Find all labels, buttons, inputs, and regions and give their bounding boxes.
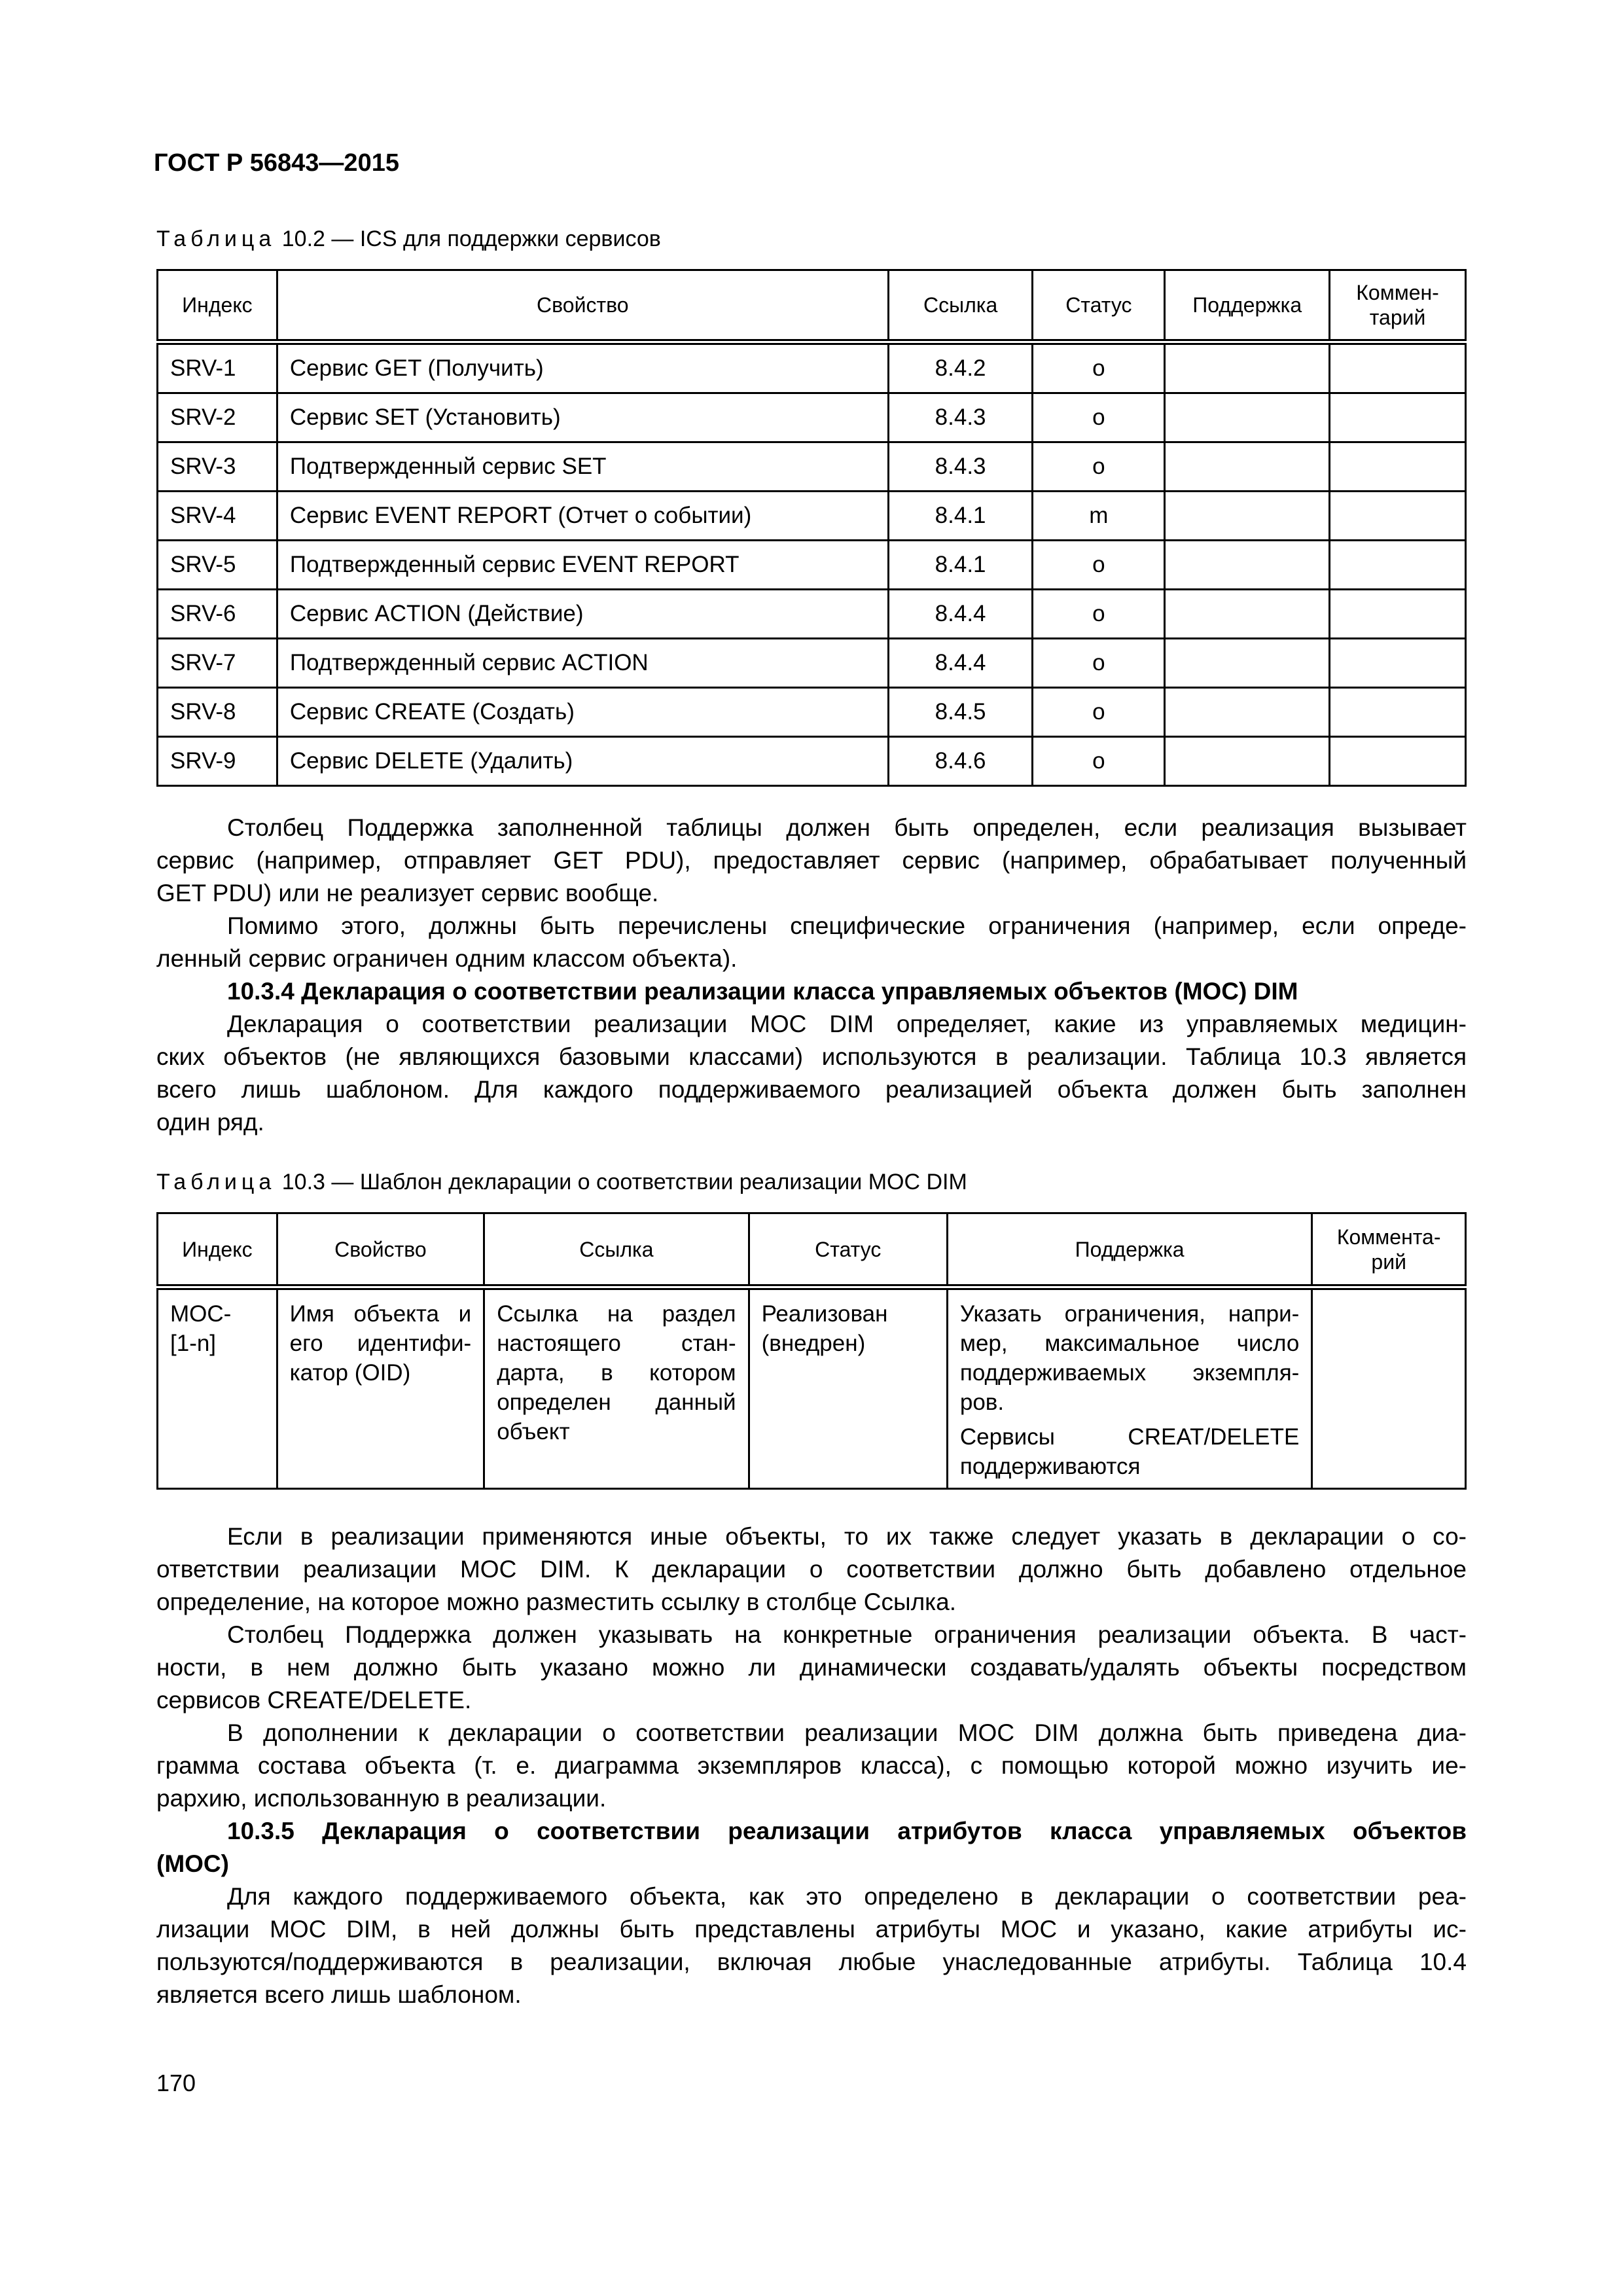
table-row [158, 688, 1466, 737]
cell-line: поддерживаются [959, 1454, 1141, 1479]
column-header [888, 270, 1033, 342]
table-row [158, 442, 1466, 492]
table-row [158, 393, 1466, 442]
table-row [158, 541, 1466, 590]
ics-services-table [156, 269, 1467, 787]
paragraph-line: Столбец Поддержка должен указывать на конкретные ограничения реализации объекта. В част- [227, 1621, 1467, 1648]
table-row [158, 737, 1466, 786]
table-cell [1165, 737, 1330, 786]
caption-text: 10.2 — ICS для поддержки сервисов [276, 226, 661, 251]
paragraph-line: ленный сервис ограничен одним классом объекта). [156, 945, 738, 972]
cell-line: Реализован [761, 1301, 888, 1327]
paragraph-line: является всего лишь шаблоном. [156, 1981, 522, 2008]
column-header-label: Статус [1065, 293, 1132, 317]
cell-paragraph [497, 1299, 736, 1446]
cell-line: MOC- [170, 1301, 232, 1327]
cell-line: Имя объекта и [289, 1301, 472, 1327]
table-cell: o [1033, 342, 1165, 393]
cell-line: дарта, в котором [497, 1360, 736, 1386]
table-row [158, 342, 1466, 393]
cell-paragraph [290, 1299, 472, 1388]
paragraph [156, 1717, 1467, 1815]
table-cell: Сервис DELETE (Удалить) [277, 737, 888, 786]
paragraph-line: лизации MOC DIM, в ней должны быть представлены атрибуты MOC и указано, какие атрибуты ис- [156, 1916, 1467, 1943]
table-cell [1165, 541, 1330, 590]
column-header-label: Поддержка [1075, 1237, 1185, 1261]
table-cell: Сервис EVENT REPORT (Отчет о событии) [277, 492, 888, 541]
table-cell: o [1033, 639, 1165, 688]
paragraph [156, 1008, 1467, 1139]
column-header-label: Свойство [334, 1237, 427, 1261]
column-header-label: Статус [815, 1237, 882, 1261]
paragraph-line: сервисов CREATE/DELETE. [156, 1687, 472, 1713]
table-cell [1165, 342, 1330, 393]
table-cell: 8.4.6 [888, 737, 1033, 786]
table-cell: o [1033, 737, 1165, 786]
cell-line: [1-n] [170, 1331, 217, 1356]
paragraph-line: (MOC) [156, 1850, 229, 1877]
cell-line: поддерживаемых экземпля- [959, 1360, 1300, 1386]
table-10-3-caption [156, 1170, 967, 1195]
table-cell [749, 1287, 947, 1489]
cell-line: объект [497, 1419, 570, 1444]
column-header [947, 1213, 1311, 1287]
table-cell [1165, 590, 1330, 639]
paragraph-line: рархию, использованную в реализации. [156, 1785, 607, 1812]
cell-line: определен данный [497, 1390, 736, 1415]
cell-paragraph [960, 1422, 1299, 1481]
table-cell: SRV-5 [158, 541, 277, 590]
table-cell: Подтвержденный сервис EVENT REPORT [277, 541, 888, 590]
column-header-label: Индекс [182, 1237, 253, 1261]
text-block-2 [156, 1520, 1467, 2011]
table-cell [1330, 737, 1466, 786]
page-number: 170 [156, 2070, 196, 2096]
paragraph [156, 910, 1467, 975]
table-row [158, 590, 1466, 639]
column-header-label: Ссылка [579, 1237, 654, 1261]
table-row [158, 1287, 1466, 1489]
paragraph-line: В дополнении к декларации о соответствии реализации MOC DIM должна быть приведена диа- [227, 1719, 1467, 1746]
table-cell: 8.4.3 [888, 442, 1033, 492]
table-cell [158, 1287, 277, 1489]
table-cell: Подтвержденный сервис ACTION [277, 639, 888, 688]
table-cell: Сервис GET (Получить) [277, 342, 888, 393]
table-cell: 8.4.5 [888, 688, 1033, 737]
table-cell [1330, 590, 1466, 639]
table-cell [1330, 393, 1466, 442]
table-cell [484, 1287, 749, 1489]
column-header [1033, 270, 1165, 342]
table-cell: 8.4.3 [888, 393, 1033, 442]
table-cell: Сервис SET (Установить) [277, 393, 888, 442]
table-cell: o [1033, 688, 1165, 737]
table-10-2-caption [156, 226, 661, 252]
table-cell: 8.4.1 [888, 541, 1033, 590]
table-cell: 8.4.1 [888, 492, 1033, 541]
table-cell [1165, 639, 1330, 688]
caption-text: 10.3 — Шаблон декларации о соответствии реализации MOC DIM [276, 1170, 967, 1194]
paragraph-line: грамма состава объекта (т. е. диаграмма экземпляров класса), с помощью которой можно изучить ие- [156, 1752, 1467, 1779]
table-cell [1330, 492, 1466, 541]
section-heading [156, 975, 1467, 1008]
table-cell: SRV-3 [158, 442, 277, 492]
paragraph [156, 1619, 1467, 1717]
table-cell: Сервис ACTION (Действие) [277, 590, 888, 639]
column-header [158, 270, 277, 342]
table-cell: SRV-1 [158, 342, 277, 393]
table-cell: 8.4.4 [888, 639, 1033, 688]
paragraph [156, 812, 1467, 910]
column-header-label: тарий [1369, 306, 1426, 329]
column-header [277, 1213, 484, 1287]
paragraph-line: один ряд. [156, 1109, 264, 1136]
table-cell [947, 1287, 1311, 1489]
paragraph-line: 10.3.5 Декларация о соответствии реализации атрибутов класса управляемых объектов [227, 1818, 1467, 1844]
document-header: ГОСТ Р 56843—2015 [154, 149, 399, 177]
column-header [1312, 1213, 1466, 1287]
cell-line: (внедрен) [761, 1331, 866, 1356]
table-cell: o [1033, 393, 1165, 442]
paragraph-line: ности, в нем должно быть указано можно ли динамически создавать/удалять объекты посредством [156, 1654, 1467, 1681]
paragraph-line: 10.3.4 Декларация о соответствии реализации класса управляемых объектов (MOC) DIM [227, 978, 1298, 1005]
paragraph-line: ответствии реализации MOC DIM. К декларации о соответствии должно быть добавлено отдельное [156, 1556, 1467, 1583]
table-cell: o [1033, 590, 1165, 639]
column-header-label: рий [1371, 1249, 1406, 1274]
column-header-label: Ссылка [923, 293, 998, 317]
table-cell: SRV-7 [158, 639, 277, 688]
paragraph-line: определение, на которое можно разместить ссылку в столбце Ссылка. [156, 1588, 957, 1615]
text-block-1 [156, 812, 1467, 1139]
paragraph-line: Для каждого поддерживаемого объекта, как это определено в декларации о соответствии реа- [227, 1883, 1467, 1910]
column-header [749, 1213, 947, 1287]
table-cell: SRV-6 [158, 590, 277, 639]
table-cell: Сервис CREATE (Создать) [277, 688, 888, 737]
cell-line: мер, максимальное число [959, 1331, 1300, 1356]
paragraph-line: пользуются/поддерживаются в реализации, включая любые унаследованные атрибуты. Таблица 10.4 [156, 1948, 1467, 1975]
table-header-row [158, 270, 1466, 342]
cell-line: катор (OID) [289, 1360, 411, 1386]
column-header [277, 270, 888, 342]
paragraph-line: ских объектов (не являющихся базовыми классами) используются в реализации. Таблица 10.3 является [156, 1043, 1467, 1070]
cell-line: ров. [959, 1390, 1005, 1415]
cell-paragraph [960, 1299, 1299, 1417]
table-cell: SRV-8 [158, 688, 277, 737]
table-header-row [158, 1213, 1466, 1287]
table-cell [1165, 442, 1330, 492]
cell-line: его идентифи- [289, 1331, 472, 1356]
cell-line: Сервисы CREAT/DELETE [959, 1424, 1300, 1450]
column-header [158, 1213, 277, 1287]
paragraph [156, 1520, 1467, 1619]
table-cell: SRV-2 [158, 393, 277, 442]
table-cell: o [1033, 541, 1165, 590]
table-cell [1165, 393, 1330, 442]
table-cell: 8.4.2 [888, 342, 1033, 393]
column-header [1165, 270, 1330, 342]
caption-prefix: Таблица [156, 226, 276, 251]
table-cell [1330, 639, 1466, 688]
table-row [158, 639, 1466, 688]
column-header-label: Поддержка [1192, 293, 1302, 317]
cell-line: настоящего стан- [497, 1331, 736, 1356]
table-cell [1165, 688, 1330, 737]
column-header-label: Коммента- [1336, 1225, 1441, 1249]
cell-line: Указать ограничения, напри- [959, 1301, 1300, 1327]
paragraph-line: Если в реализации применяются иные объекты, то их также следует указать в декларации о со- [227, 1523, 1467, 1550]
paragraph-line: сервис (например, отправляет GET PDU), предоставляет сервис (например, обрабатывает полученный [156, 847, 1467, 874]
table-cell: 8.4.4 [888, 590, 1033, 639]
column-header [1330, 270, 1466, 342]
table-cell [1330, 442, 1466, 492]
table-cell [1312, 1287, 1466, 1489]
table-row [158, 492, 1466, 541]
table-cell [1330, 688, 1466, 737]
cell-paragraph [762, 1299, 935, 1358]
cell-line: Ссылка на раздел [497, 1301, 736, 1327]
table-cell: SRV-4 [158, 492, 277, 541]
moc-dim-template-table [156, 1212, 1467, 1490]
table-cell [1330, 342, 1466, 393]
section-heading [156, 1815, 1467, 1880]
paragraph-line: всего лишь шаблоном. Для каждого поддерживаемого реализацией объекта должен быть заполнен [156, 1076, 1467, 1103]
column-header [484, 1213, 749, 1287]
table-cell: o [1033, 442, 1165, 492]
table-cell: Подтвержденный сервис SET [277, 442, 888, 492]
table-cell: m [1033, 492, 1165, 541]
paragraph-line: Декларация о соответствии реализации MOC DIM определяет, какие из управляемых медицин- [227, 1011, 1467, 1037]
paragraph-line: Столбец Поддержка заполненной таблицы должен быть определен, если реализация вызывает [227, 814, 1467, 841]
column-header-label: Свойство [537, 293, 629, 317]
table-cell [1330, 541, 1466, 590]
paragraph [156, 1880, 1467, 2011]
cell-paragraph [170, 1299, 264, 1358]
column-header-label: Индекс [182, 293, 253, 317]
table-cell: SRV-9 [158, 737, 277, 786]
column-header-label: Коммен- [1356, 281, 1439, 304]
table-cell [1165, 492, 1330, 541]
table-cell [277, 1287, 484, 1489]
paragraph-line: GET PDU) или не реализует сервис вообще. [156, 880, 659, 906]
paragraph-line: Помимо этого, должны быть перечислены специфические ограничения (например, если опреде- [227, 912, 1467, 939]
caption-prefix: Таблица [156, 1170, 276, 1194]
